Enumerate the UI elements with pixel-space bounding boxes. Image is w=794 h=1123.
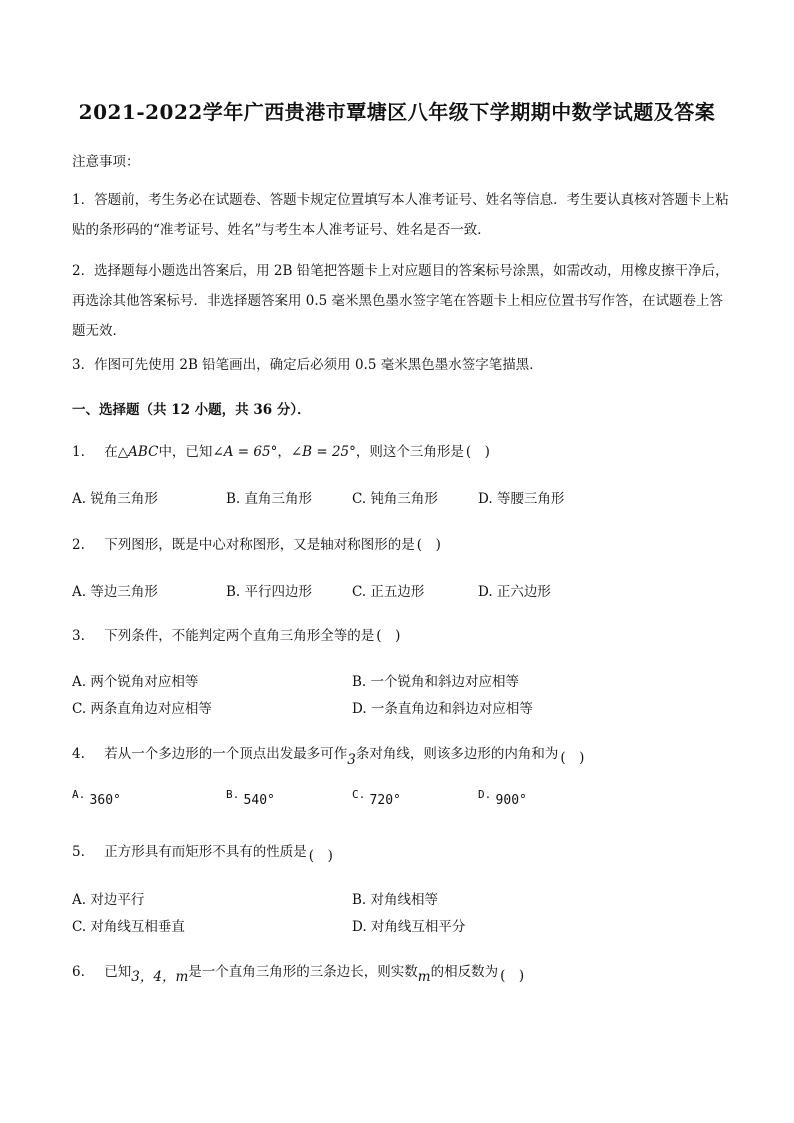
option-label: D. [478,788,492,801]
math-expression: 3 [347,752,356,768]
option-label: B. [226,788,240,801]
question-number: 4. [72,746,85,762]
option-d: D. 对角线互相平分 [352,919,466,935]
option-a [72,788,121,808]
option-a: A. 两个锐角对应相等 [72,674,199,690]
question-text: 正方形具有而矩形不具有的性质是 [104,844,307,860]
math-expression: ∠B = 25° [290,444,356,460]
option-value: 360° [89,793,121,808]
option-b: B. 直角三角形 [226,491,313,507]
option-d: D. 等腰三角形 [478,491,565,507]
question-text: 若从一个多边形的一个顶点出发最多可作 [104,746,348,762]
math-expression: ∠A = 65° [212,444,278,460]
answer-paren: ( ) [560,750,585,766]
option-d: D. 正六边形 [478,584,551,600]
option-a: A. 对边平行 [72,892,145,908]
option-b: B. 平行四边形 [226,584,313,600]
math-expression: m [417,969,431,985]
option-b [226,788,275,808]
option-b: B. 一个锐角和斜边对应相等 [352,674,520,690]
notice-item-2: 2．选择题每小题选出答案后，用 2B 铅笔把答题卡上对应题目的答案标号涂黑，如需改动，用橡皮擦干净后，再选涂其他答案标号．非选择题答案用 0.5 毫米黑色墨水签字笔在答题卡上相应位置书写作答，在试题卷上答题无效． [72,263,729,339]
question-3 [72,624,400,644]
option-c: C. 两条直角边对应相等 [72,701,212,717]
question-1 [72,440,490,460]
section-heading: 一、选择题（共 12 小题，共 36 分）． [72,402,311,418]
option-a: A. 等边三角形 [72,584,158,600]
answer-paren: ( ) [376,628,401,644]
option-c: C. 对角线互相垂直 [72,919,185,935]
document-title: 2021-2022学年广西贵港市覃塘区八年级下学期期中数学试题及答案 [78,100,716,124]
question-text: 下列条件，不能判定两个直角三角形全等的是 [104,628,375,644]
notice-item-3: 3．作图可先使用 2B 铅笔画出，确定后必须用 0.5 毫米黑色墨水签字笔描黑． [72,357,543,373]
question-number: 5. [72,844,85,860]
option-c: C. 正五边形 [352,584,425,600]
option-d [478,788,527,808]
question-text: 中，已知 [158,444,213,460]
question-2 [72,533,441,553]
option-label: A. [72,788,86,801]
answer-paren: ( ) [465,444,490,460]
question-number: 1. [72,444,85,460]
question-text: ， [277,444,291,460]
answer-paren: ( ) [416,537,441,553]
question-text: 下列图形，既是中心对称图形，又是轴对称图形的是 [104,537,415,553]
question-number: 6. [72,964,85,980]
math-expression: △ABC [117,444,159,460]
math-expression: 3，4，m [131,969,189,985]
option-c [352,788,401,808]
question-number: 2. [72,537,85,553]
option-a: A. 锐角三角形 [72,491,158,507]
option-b: B. 对角线相等 [352,892,439,908]
option-d: D. 一条直角边和斜边对应相等 [352,701,533,717]
question-6 [72,960,525,985]
question-text: 在 [104,444,118,460]
question-text: 的相反数为 [430,964,499,980]
question-number: 3. [72,628,85,644]
question-5 [72,840,333,864]
option-label: C. [352,788,366,801]
question-text: 条对角线，则该多边形的内角和为 [355,746,559,762]
option-c: C. 钝角三角形 [352,491,438,507]
option-value: 540° [243,793,275,808]
option-value: 720° [369,793,401,808]
question-text: 已知 [104,964,132,980]
notice-item-1: 1．答题前，考生务必在试题卷、答题卡规定位置填写本人准考证号、姓名等信息．考生要认真核对答题卡上粘贴的条形码的“准考证号、姓名”与考生本人准考证号、姓名是否一致． [72,192,729,238]
answer-paren: ( ) [500,968,525,984]
notice-heading: 注意事项： [72,154,140,170]
option-value: 900° [495,793,527,808]
answer-paren: ( ) [308,848,333,864]
question-text: 是一个直角三角形的三条边长，则实数 [188,964,418,980]
question-text: ，则这个三角形是 [355,444,464,460]
question-4 [72,742,585,768]
